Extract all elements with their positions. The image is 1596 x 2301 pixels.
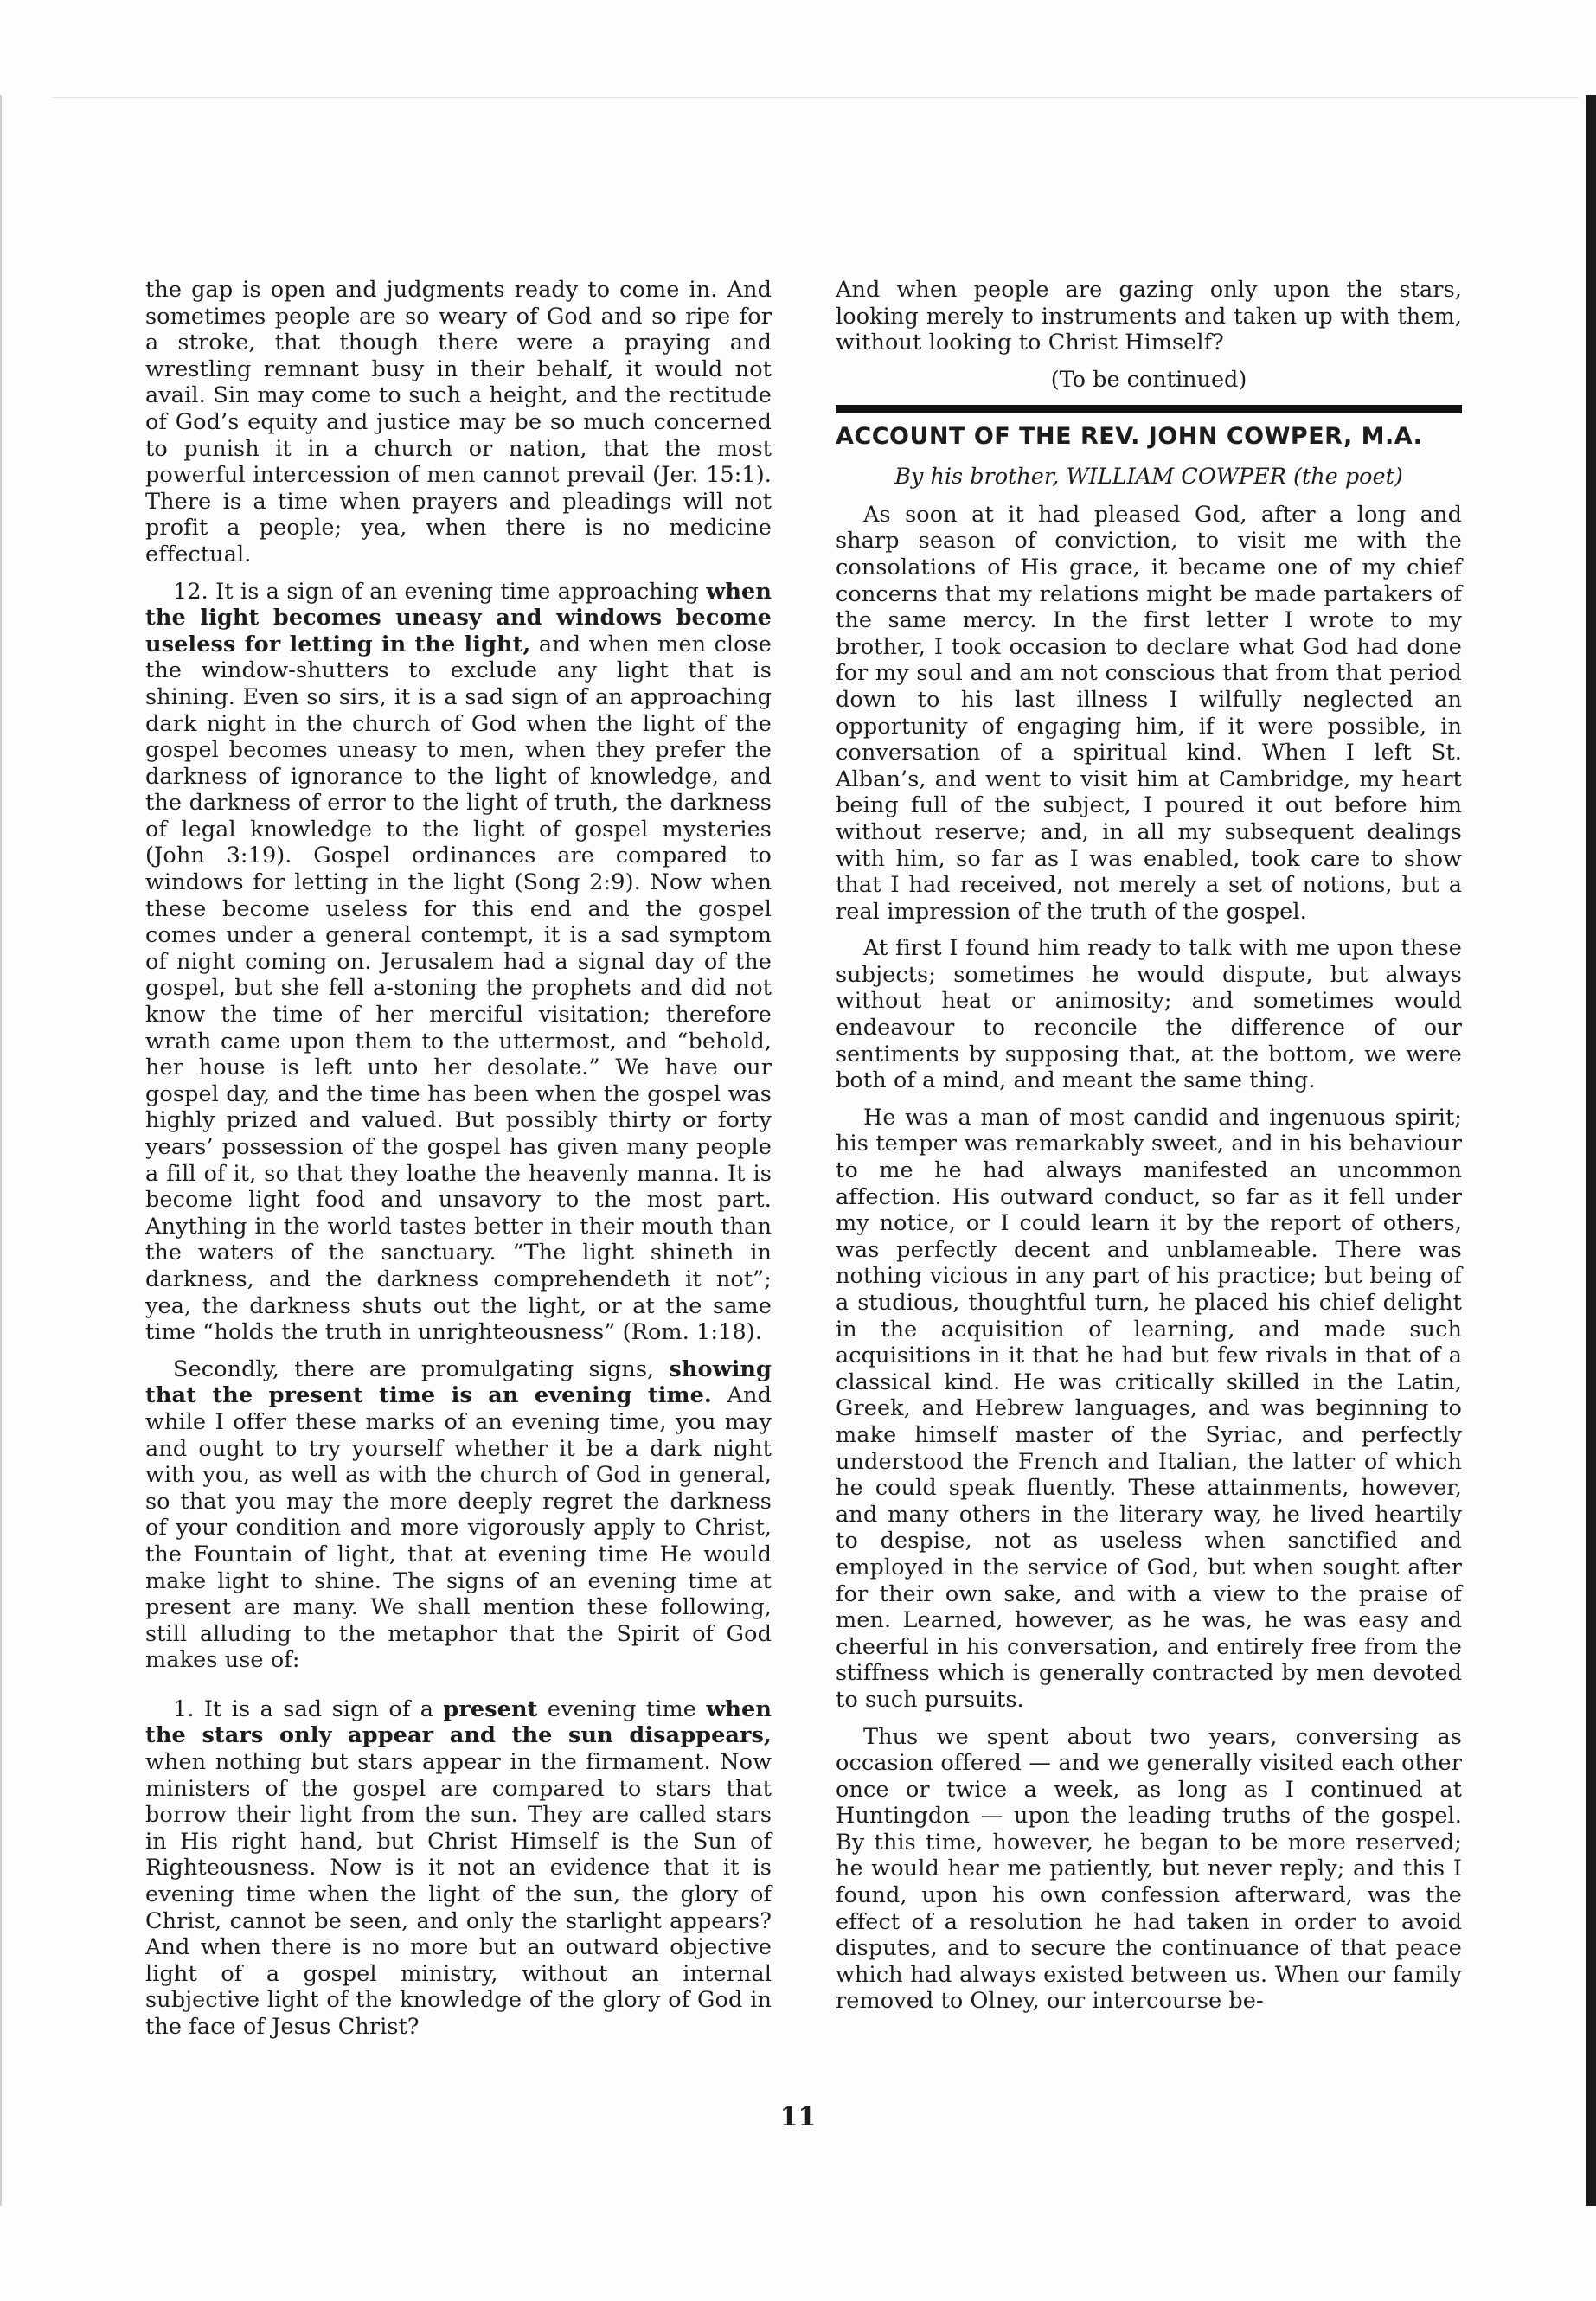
right-paragraph-1: And when people are gazing only upon the stars, looking merely to instruments and taken up with them, without looking to Christ Himself? <box>836 277 1462 356</box>
left-column <box>145 277 772 2051</box>
left-paragraph-2: 12. It is a sign of an evening time approaching when the light becomes uneasy and windows become useless for letting in the light, and when men close the window-shutters to exclude any light that is shining. Even so sirs, it is a sad sign of an approaching dark night in the church of God when the light of the gospel becomes uneasy to men, when they prefer the darkness of ignorance to the light of knowledge, and the darkness of error to the light of truth, the darkness of legal knowledge to the light of gospel mysteries (John 3:19). Gospel ordinances are compared to windows for letting in the light (Song 2:9). Now when these become useless for this end and the gospel comes under a general contempt, it is a sad symptom of night coming on. Jerusalem had a signal day of the gospel, but she fell a-stoning the prophets and did not know the time of her merciful visitation; therefore wrath came upon them to the uttermost, and “behold, her house is left unto her desolate.” We have our gospel day, and the time has been when the gospel was highly prized and valued. But possibly thirty or forty years’ possession of the gospel has given many people a fill of it, so that they loathe the heavenly manna. It is become light food and unsavory to the most part. Anything in the world tastes better in their mouth than the waters of the sanctuary. “The light shineth in darkness, and the darkness comprehendeth it not”; yea, the darkness shuts out the light, or at the same time “holds the truth in unrighteousness” (Rom. 1:18). <box>145 578 772 1346</box>
section-divider <box>836 405 1462 413</box>
to-be-continued-note: (To be continued) <box>1050 366 1247 393</box>
left-paragraph-1: the gap is open and judgments ready to come in. And sometimes people are so weary of God and so ripe for a stroke, that though there were a praying and wrestling remnant busy in their behalf, it would not avail. Sin may come to such a height, and the rectitude of God’s equity and justice may be so much concerned to punish it in a church or nation, that the most powerful intercession of men cannot prevail (Jer. 15:1). There is a time when prayers and pleadings will not profit a people; yea, when there is no medicine effectual. <box>145 277 772 567</box>
right-column <box>836 277 1462 2025</box>
right-paragraph-2: As soon at it had pleased God, after a long and sharp season of conviction, to visit me with the consolations of His grace, it became one of my chief concerns that my relations might be made partakers of the same mercy. In the first letter I wrote to my brother, I took occasion to declare what God had done for my soul and am not conscious that from that period down to his last illness I wilfully neglected an opportunity of engaging him, if it were possible, in conversation of a spiritual kind. When I left St. Alban’s, and went to visit him at Cambridge, my heart being full of the subject, I poured it out before him without reserve; and, in all my subsequent dealings with him, so far as I was enabled, took care to show that I had received, not merely a set of notions, but a real impression of the truth of the gospel. <box>836 501 1462 925</box>
right-paragraph-3: At first I found him ready to talk with me upon these subjects; sometimes he would dispute, but always without heat or animosity; and sometimes would endeavour to reconcile the difference of our sentiments by supposing that, at the bottom, we were both of a mind, and meant the same thing. <box>836 935 1462 1094</box>
article-byline: By his brother, WILLIAM COWPER (the poet) <box>894 463 1403 490</box>
page-top-edge <box>52 97 1579 98</box>
page-number: 11 <box>779 2102 817 2132</box>
page-binding-edge <box>1586 95 1596 2206</box>
left-paragraph-3: Secondly, there are promulgating signs, showing that the present time is an evening time. And while I offer these marks of an evening time, you may and ought to try yourself whether it be a dark night with you, as well as with the church of God in general, so that you may the more deeply regret the darkness of your condition and more vigorously apply to Christ, the Fountain of light, that at evening time He would make light to shine. The signs of an evening time at present are many. We shall mention these following, still alluding to the metaphor that the Spirit of God makes use of: <box>145 1356 772 1674</box>
left-paragraph-4: 1. It is a sad sign of a present evening time when the stars only appear and the sun disappears, when nothing but stars appear in the firmament. Now ministers of the gospel are compared to stars that borrow their light from the sun. They are called stars in His right hand, but Christ Himself is the Sun of Righteousness. Now is it not an evidence that it is evening time when the light of the sun, the glory of Christ, cannot be seen, and only the starlight appears? And when there is no more but an outward objective light of a gospel ministry, without an internal subjective light of the knowledge of the glory of God in the face of Jesus Christ? <box>145 1695 772 2040</box>
article-title: ACCOUNT OF THE REV. JOHN COWPER, M.A. <box>836 422 1423 450</box>
page-left-edge <box>0 95 2 2206</box>
right-paragraph-5: Thus we spent about two years, conversing as occasion offered — and we generally visited each other once or twice a week, as long as I continued at Huntingdon — upon the leading truths of the gospel. By this time, however, he began to be more reserved; he would hear me patiently, but never reply; and this I found, upon his own confession afterward, was the effect of a resolution he had taken in order to avoid disputes, and to secure the continuance of that peace which had always existed between us. When our family removed to Olney, our intercourse be- <box>836 1723 1462 2015</box>
right-paragraph-4: He was a man of most candid and ingenuous spirit; his temper was remarkably sweet, and in his behaviour to me he had always manifested an uncommon affection. His outward conduct, so far as it fell under my notice, or I could learn it by the report of others, was perfectly decent and unblameable. There was nothing vicious in any part of his practice; but being of a studious, thoughtful turn, he placed his chief delight in the acquisition of learning, and made such acquisitions in it that he had but few rivals in that of a classical kind. He was critically skilled in the Latin, Greek, and Hebrew languages, and was beginning to make himself master of the Syriac, and perfectly understood the French and Italian, the latter of which he could speak fluently. These attainments, however, and many others in the literary way, he lived heartily to despise, not as useless when sanctified and employed in the service of God, but when sought after for their own sake, and with a view to the praise of men. Learned, however, as he was, he was easy and cheerful in his conversation, and entirely free from the stiffness which is generally contracted by men devoted to such pursuits. <box>836 1104 1462 1713</box>
